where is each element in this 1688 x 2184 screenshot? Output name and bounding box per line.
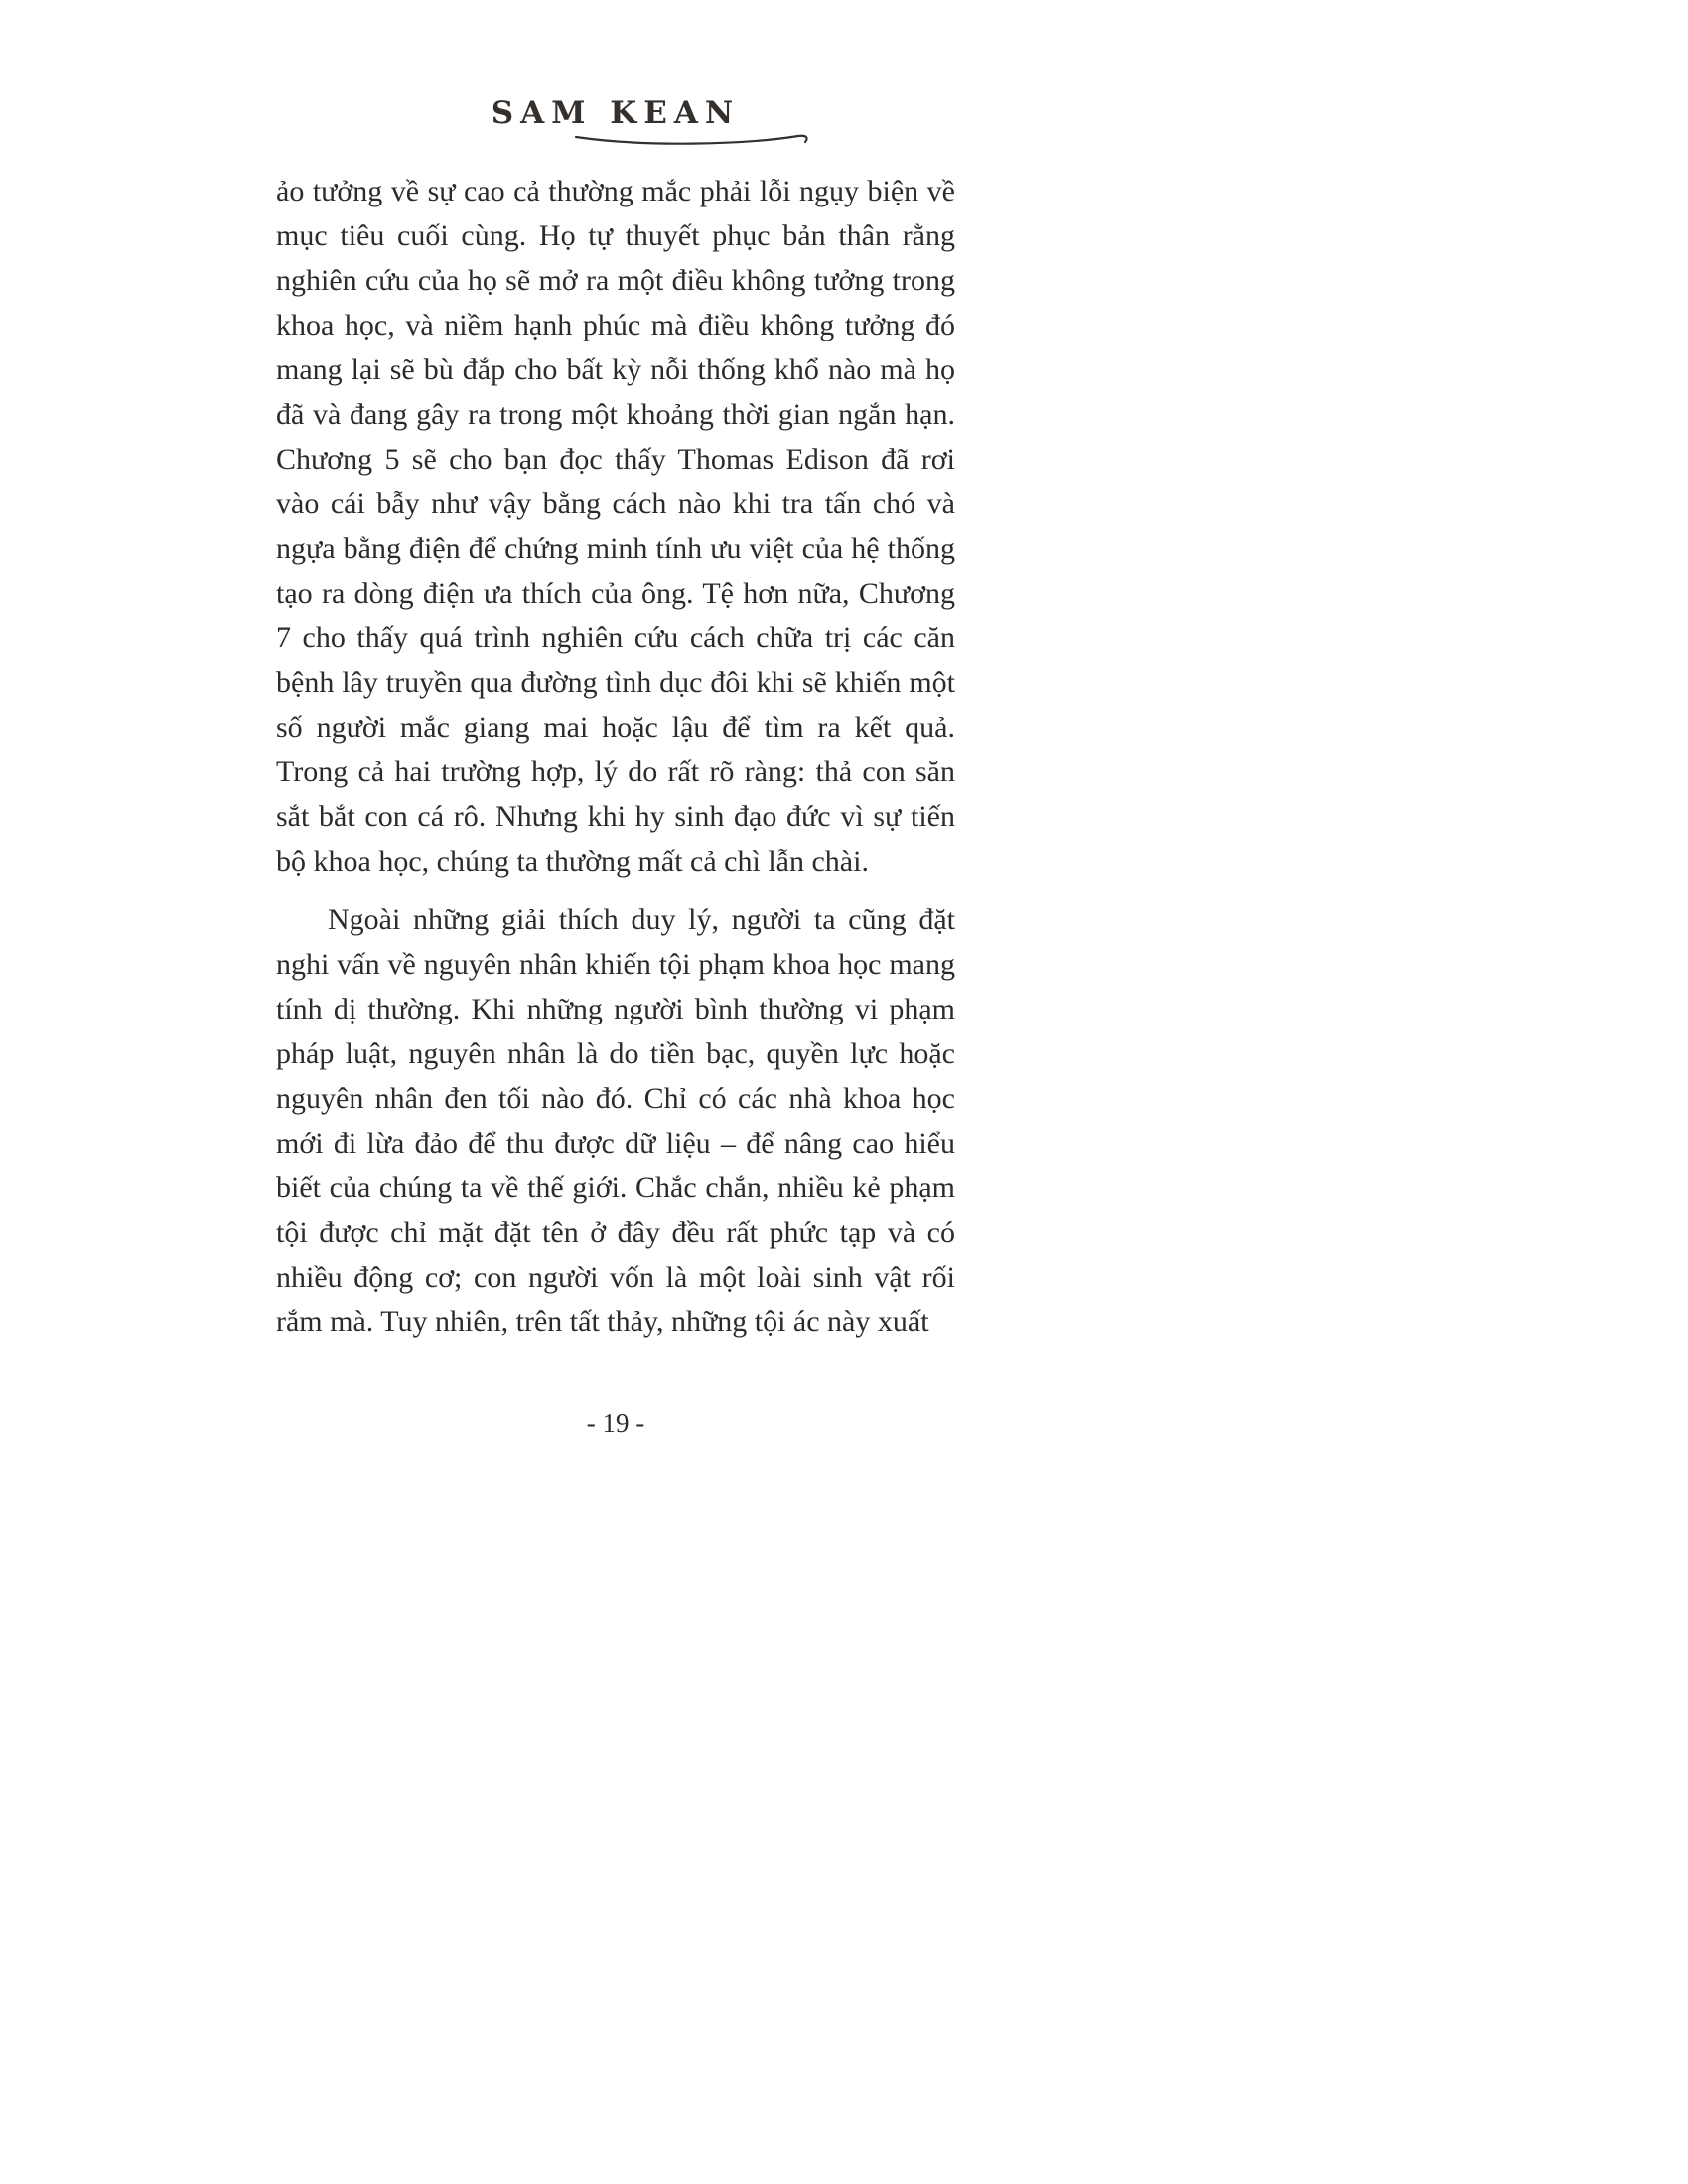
paragraph: ảo tưởng về sự cao cả thường mắc phải lỗi ngụy biện về mục tiêu cuối cùng. Họ tự thuyết phục bản thân rằng nghiên cứu của họ sẽ mở ra một điều không tưởng trong khoa học, và niềm hạnh phúc mà điều không tưởng đó mang lại sẽ bù đắp cho bất kỳ nỗi thống khổ nào mà họ đã và đang gây ra trong một khoảng thời gian ngắn hạn. Chương 5 sẽ cho bạn đọc thấy Thomas Edison đã rơi vào cái bẫy như vậy bằng cách nào khi tra tấn chó và ngựa bằng điện để chứng minh tính ưu việt của hệ thống tạo ra dòng điện ưa thích của ông. Tệ hơn nữa, Chương 7 cho thấy quá trình nghiên cứu cách chữa trị các căn bệnh lây truyền qua đường tình dục đôi khi sẽ khiến một số người mắc giang mai hoặc lậu để tìm ra kết quả. Trong cả hai trường hợp, lý do rất rõ ràng: thả con săn sắt bắt con cá rô. Nhưng khi hy sinh đạo đức vì sự tiến bộ khoa học, chúng ta thường mất cả chì lẫn chài. — [276, 175, 955, 878]
running-head — [276, 95, 955, 148]
page-body — [276, 169, 955, 1344]
author-name-header: SAM KEAN — [491, 95, 741, 131]
page-number: - 19 - — [586, 1408, 645, 1437]
underline-flourish-icon — [574, 132, 812, 148]
paragraph: Ngoài những giải thích duy lý, người ta cũng đặt nghi vấn về nguyên nhân khiến tội phạm khoa học mang tính dị thường. Khi những người bình thường vi phạm pháp luật, nguyên nhân là do tiền bạc, quyền lực hoặc nguyên nhân đen tối nào đó. Chỉ có các nhà khoa học mới đi lừa đảo để thu được dữ liệu – để nâng cao hiểu biết của chúng ta về thế giới. Chắc chắn, nhiều kẻ phạm tội được chỉ mặt đặt tên ở đây đều rất phức tạp và có nhiều động cơ; con người vốn là một loài sinh vật rối rắm mà. Tuy nhiên, trên tất thảy, những tội ác này xuất — [276, 903, 955, 1338]
